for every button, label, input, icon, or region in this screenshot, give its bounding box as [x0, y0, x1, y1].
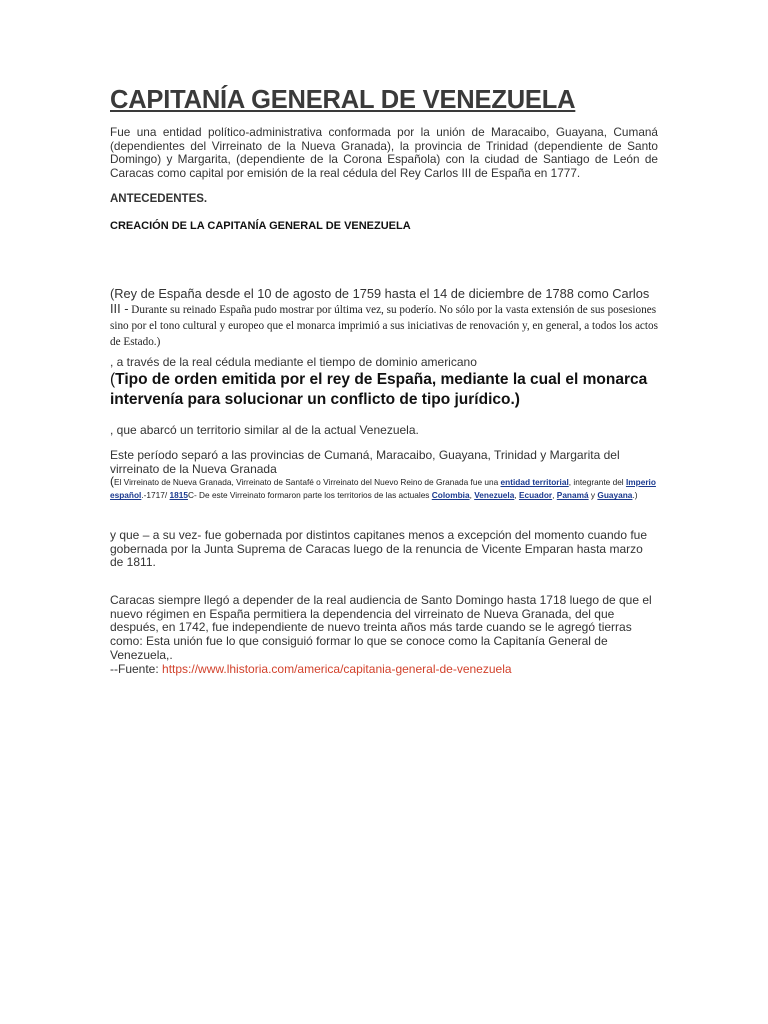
rey-detail-text: Durante su reinado España pudo mostrar por última vez, su poderío. No sólo por la vasta extensión de sus posesiones sino por el tono cultural y europeo que el monarca imprimió a sus iniciativas de renovación y, en general, a todos los actos de Estado.): [110, 304, 658, 348]
link-entidad-territorial[interactable]: entidad territorial: [500, 477, 569, 487]
separator: ,: [469, 490, 475, 501]
source-link[interactable]: https://www.lhistoria.com/america/capitania-general-de-venezuela: [162, 661, 512, 676]
heading-antecedentes: ANTECEDENTES.: [110, 193, 208, 205]
virreinato-text-3: .-1717/: [141, 490, 170, 501]
link-panama[interactable]: Panamá: [556, 490, 589, 501]
link-colombia[interactable]: Colombia: [431, 490, 470, 501]
separator: y: [588, 490, 598, 501]
separator: ,: [552, 490, 557, 501]
source-label: --Fuente:: [110, 661, 163, 676]
page-title: CAPITANÍA GENERAL DE VENEZUELA: [110, 86, 576, 114]
virreinato-open-paren: (: [110, 474, 114, 488]
link-venezuela[interactable]: Venezuela: [474, 490, 515, 501]
rey-main-text: (Rey de España desde el 10 de agosto de 1759 hasta el 14 de diciembre de 1788 como Carlos III -: [110, 286, 650, 316]
virreinato-text-2: , integrante del: [568, 477, 626, 487]
caracas-text: Caracas siempre llegó a depender de la real audiencia de Santo Domingo hasta 1718 luego de que el nuevo régimen en España permitiera la dependencia del virreinato de Nueva Granada, del que después, en 1742, fue independiente de nuevo treinta años más tarde cuando se le agregó tierras como: Esta unión fue lo que consiguió formar lo que se conoce como la Capitanía General de Venezuela,.: [110, 593, 652, 662]
virreinato-text-4: C- De este Virreinato formaron parte los territorios de las actuales: [187, 490, 432, 501]
link-ecuador[interactable]: Ecuador: [518, 490, 553, 501]
link-imperio-espanol[interactable]: Imperio español: [110, 477, 656, 501]
heading-creacion: CREACIÓN DE LA CAPITANÍA GENERAL DE VENEZUELA: [110, 220, 411, 232]
tipo-definition-text: Tipo de orden emitida por el rey de España, mediante la cual el monarca intervenía para solucionar un conflicto de tipo jurídico.: [110, 371, 648, 408]
a-traves-paragraph: , a través de la real cédula mediante el tiempo de dominio americano: [110, 355, 477, 369]
link-guayana[interactable]: Guayana: [597, 490, 633, 501]
caracas-paragraph: [110, 594, 658, 676]
tipo-paragraph: [110, 370, 658, 410]
intro-paragraph: Fue una entidad político-administrativa conformada por la unión de Maracaibo, Guayana, Cumaná (dependientes del Virreinato de la Nueva Granada), la provincia de Trinidad (dependiente de Santo Domingo) y Margarita, (dependiente de la Corona Española) con la ciudad de Santiago de León de Caracas como capital por emisión de la real cédula del Rey Carlos III de España en 1777.: [110, 125, 658, 180]
tipo-open-paren: (: [110, 371, 116, 388]
virreinato-text-1: El Virreinato de Nueva Granada, Virreinato de Santafé o Virreinato del Nuevo Reino de Granada fue una: [114, 477, 501, 487]
tipo-close-paren: ): [514, 391, 520, 408]
periodo-paragraph: Este período separó a las provincias de Cumaná, Maracaibo, Guayana, Trinidad y Margarita del virreinato de la Nueva Granada: [110, 448, 620, 476]
virreinato-paragraph: [110, 475, 658, 503]
link-1815[interactable]: 1815: [169, 490, 188, 501]
rey-paragraph: [110, 286, 658, 348]
y-que-paragraph: y que – a su vez- fue gobernada por distintos capitanes menos a excepción del momento cuando fue gobernada por la Junta Suprema de Caracas luego de la renuncia de Vicente Emparan hasta marzo de 1811.: [110, 528, 648, 570]
separator: ,: [514, 490, 519, 501]
abarco-paragraph: , que abarcó un territorio similar al de la actual Venezuela.: [110, 423, 419, 437]
virreinato-text-5: .): [632, 490, 638, 501]
